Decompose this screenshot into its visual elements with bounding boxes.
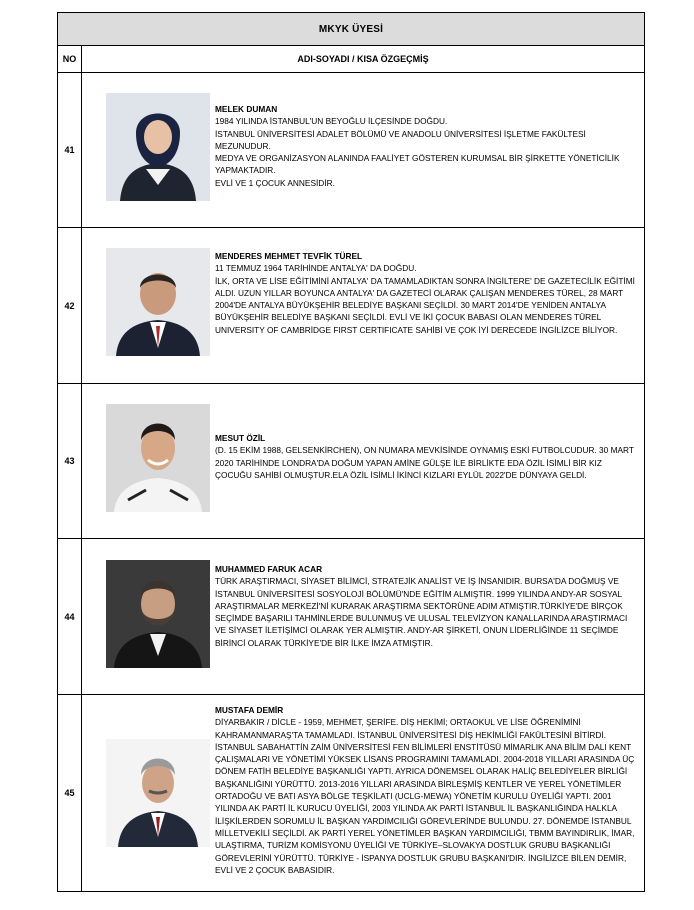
member-name: MESUT ÖZİL xyxy=(215,433,266,443)
bio-line: TÜRK ARAŞTIRMACI, SİYASET BİLİMCİ, STRATEJİK ANALİST VE İŞ İNSANIDIR. BURSA'DA DOĞMUŞ VE İSTANBUL ÜNİVERSİTESİ SOSYOLOJİ BÖLÜMÜ'NDE EĞİTİM ALMIŞTIR. 1999 YILINDA ANDY-AR SOSYAL ARAŞTIRMALAR MERKEZİ'Nİ KURARAK ARAŞTIRMA SEKTÖRÜNE ADIM ATMIŞTIR.TÜRKİYE'DE BİRÇOK SEÇİMDE BAŞARILI TAHMİNLERDE BULUNMUŞ VE ULUSAL TELEVİZYON KANALLARINDA ARAŞTIRMACI VE SİYASET İLETİŞİMCİ OLARAK YER ALMIŞTIR. ANDY-AR ŞİRKETİ, ONUN LİDERLİĞİNDE 11 SEÇİMDE BİRİNCİ OLARAK TÜRKİYE'DE BİR İLKE İMZA ATMIŞTIR. xyxy=(215,576,628,648)
portrait-photo-icon xyxy=(106,739,210,847)
member-cell xyxy=(82,228,645,384)
table-title-row xyxy=(58,13,645,46)
table-row xyxy=(58,73,645,228)
bio-line: İLK, ORTA VE LİSE EĞİTİMİNİ ANTALYA' DA TAMAMLADIKTAN SONRA İNGİLTERE' DE GAZETECİLİK EĞİTİMİ ALDI. UZUN YILLAR BOYUNCA ANTALYA' DA GAZETECİ OLARAK ÇALIŞAN MENDERES TÜREL, 28 MART 2004'DE ANTALYA BÜYÜKŞEHİR BELEDİYE BAŞKANI SEÇİLDİ. 30 MART 2014'DE YENİDEN ANTALYA BÜYÜKŞEHİR BELEDİYE BAŞKANI SEÇİLDİ. EVLİ VE İKİ ÇOCUK BABASI OLAN MENDERES TÜREL UNIVERSITY OF CAMBRİDGE FIRST CERTIFICATE SAHİBİ VE ÇOK İYİ DERECEDE İNGİLİZCE BİLİYOR. xyxy=(215,275,635,335)
bio-line: EVLİ VE 1 ÇOCUK ANNESİDİR. xyxy=(215,177,335,188)
member-name: MENDERES MEHMET TEVFİK TÜREL xyxy=(215,251,363,261)
member-sheet xyxy=(57,12,644,892)
member-bio xyxy=(215,563,638,649)
table-title: MKYK ÜYESİ xyxy=(58,13,645,46)
table-row xyxy=(58,695,645,892)
member-number: 45 xyxy=(58,695,82,892)
member-cell xyxy=(82,73,645,228)
member-photo xyxy=(106,560,210,668)
portrait-photo-icon xyxy=(106,404,210,512)
column-header-row xyxy=(58,46,645,73)
member-number: 43 xyxy=(58,384,82,539)
portrait-photo-icon xyxy=(106,560,210,668)
member-number: 44 xyxy=(58,539,82,695)
bio-line: DİYARBAKIR / DİCLE - 1959, MEHMET, ŞERİFE. DİŞ HEKİMİ; ORTAOKUL VE LİSE ÖĞRENİMİNİ KAHRAMANMARAŞ'TA TAMAMLADI. İSTANBUL ÜNİVERSİTESİ DİŞ HEKİMLİĞİ FAKÜLTESİNİ BİTİRDİ. İSTANBUL SABAHATTİN ZAİM ÜNİVERSİTESİ FEN BİLİMLERİ ENSTİTÜSÜ MİMARLIK ANA BİLİM DALI KENT ÇALIŞMALARI VE YÖNETİMİ YÜKSEK LİSANS PROGRAMINI TAMAMLADI. 2004-2018 YILLARI ARASINDA ÜÇ DÖNEM FATİH BELEDİYE BAŞKANLIĞI YAPTI. AYRICA DÖNEMSEL OLARAK HALİÇ BELEDİYELER BİRLİĞİ BAŞKANLIĞINI YÜRÜTTÜ. 2013-2016 YILLARI ARASINDA BİRLEŞMİŞ KENTLER VE YEREL YÖNETİMLER ORTADOĞU VE BATI ASYA BÖLGE TEŞKİLATI (UCLG-MEWA) YÖNETİM KURULU ÜYELİĞİ YAPTI. 2001 YILINDA AK PARTİ İL KURUCU ÜYELİĞİ, 2003 YILINDA AK PARTİ İSTANBUL İL BAŞKANLIĞINDA HALKLA İLİŞKİLERDEN SORUMLU İL BAŞKAN YARDIMCILIĞI GÖREVLERİNDE BULUNDU. 27. DÖNEMDE İSTANBUL MİLLETVEKİLİ SEÇİLDİ. AK PARTİ YEREL YÖNETİMLER BAŞKAN YARDIMCILIĞI, TBMM BAYINDIRLIK, İMAR, ULAŞTIRMA, TURİZM KOMİSYONU ÜYELİĞİ VE TÜRKİYE–SLOVAKYA DOSTLUK GRUBU BAŞKANLIĞI GÖREVLERİNİ YÜRÜTTÜ. TÜRKİYE - İSPANYA DOSTLUK GRUBU BAŞKANI'DIR. İNGİLİZCE BİLEN DEMİR, EVLİ VE 2 ÇOCUK BABASIDIR. xyxy=(215,717,635,875)
member-photo xyxy=(106,248,210,356)
member-photo xyxy=(106,93,210,201)
column-header-no: NO xyxy=(58,46,82,73)
portrait-photo-icon xyxy=(106,248,210,356)
member-bio xyxy=(215,250,638,336)
member-bio xyxy=(215,432,638,481)
member-cell xyxy=(82,695,645,892)
members-table xyxy=(57,12,645,892)
member-name: MUSTAFA DEMİR xyxy=(215,705,284,715)
member-number: 42 xyxy=(58,228,82,384)
member-cell xyxy=(82,539,645,695)
member-cell xyxy=(82,384,645,539)
bio-line: İSTANBUL ÜNİVERSİTESİ ADALET BÖLÜMÜ VE ANADOLU ÜNİVERSİTESİ İŞLETME FAKÜLTESİ MEZUNUDUR. xyxy=(215,128,586,151)
member-name: MUHAMMED FARUK ACAR xyxy=(215,564,323,574)
member-bio xyxy=(215,704,638,876)
bio-line: 11 TEMMUZ 1964 TARİHİNDE ANTALYA' DA DOĞDU. xyxy=(215,263,417,274)
table-row xyxy=(58,228,645,384)
portrait-photo-icon xyxy=(106,93,210,201)
bio-line: MEDYA VE ORGANİZASYON ALANINDA FAALİYET GÖSTEREN KURUMSAL BİR ŞİRKETTE YÖNETİCİLİK YAPMAKTADIR. xyxy=(215,153,620,176)
member-name: MELEK DUMAN xyxy=(215,104,278,114)
bio-line: (D. 15 EKİM 1988, GELSENKİRCHEN), ON NUMARA MEVKİSİNDE OYNAMIŞ ESKİ FUTBOLCUDUR. 30 MART 2020 TARİHİNDE LONDRA'DA DOĞUM YAPAN AMİNE GÜLŞE İLE BİRLİKTE EDA ÖZİL İSİMLİ BİR KIZ ÇOCUĞU SAHİBİ OLMUŞTUR.ELA ÖZİL İSİMLİ İKİNCİ KIZLARI EYLÜL 2022'DE DÜNYAYA GELDİ. xyxy=(215,445,634,480)
member-photo xyxy=(106,739,210,847)
bio-line: 1984 YILINDA İSTANBUL'UN BEYOĞLU İLÇESİNDE DOĞDU. xyxy=(215,116,448,127)
table-row xyxy=(58,539,645,695)
table-row xyxy=(58,384,645,539)
member-bio xyxy=(215,103,638,189)
member-photo xyxy=(106,404,210,512)
column-header-bio: ADI-SOYADI / KISA ÖZGEÇMİŞ xyxy=(82,46,645,73)
member-number: 41 xyxy=(58,73,82,228)
